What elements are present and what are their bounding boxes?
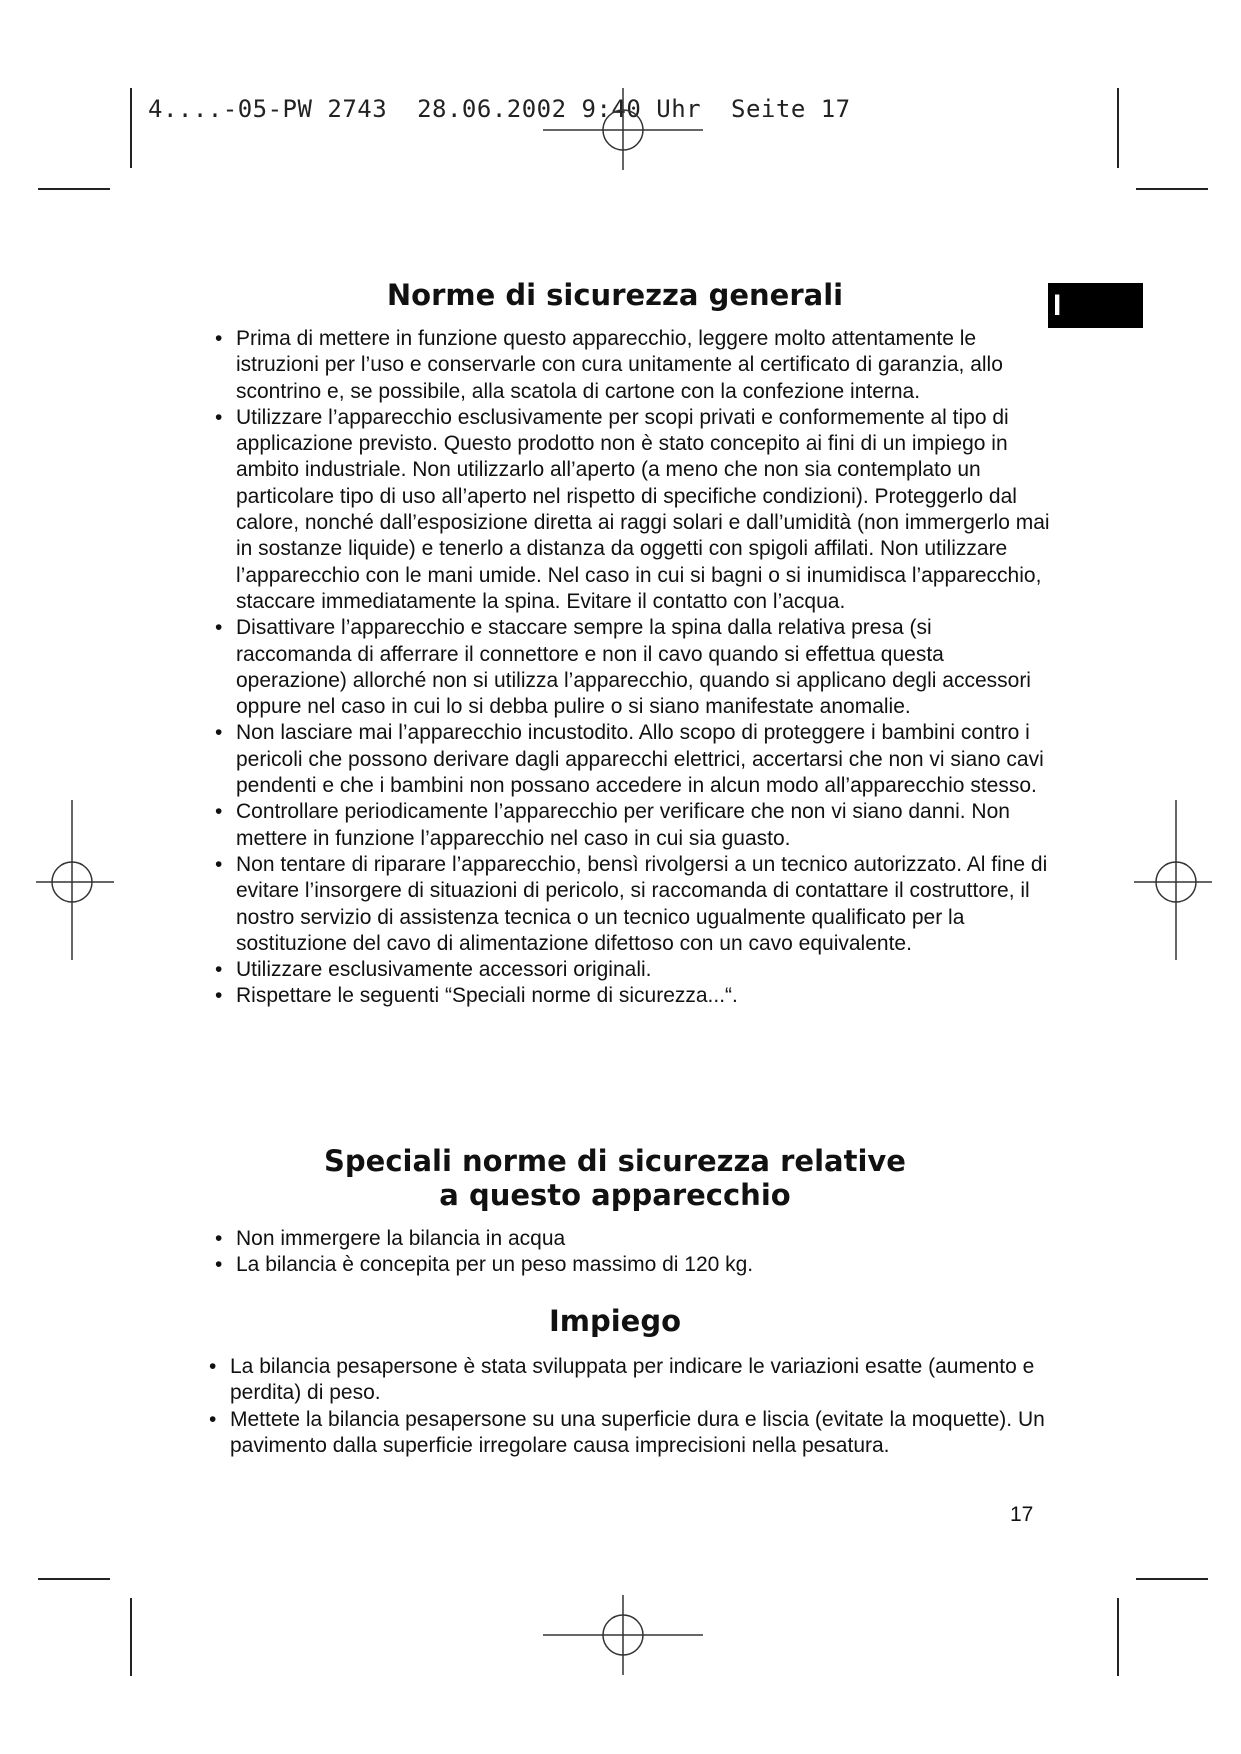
heading-line: a questo apparecchio bbox=[439, 1178, 791, 1212]
list-item: • La bilancia pesapersone è stata sviluppata per indicare le variazioni esatte (aumento e perdita) di peso. bbox=[193, 1354, 1053, 1407]
crop-mark bbox=[38, 188, 110, 190]
registration-mark-icon bbox=[543, 88, 703, 170]
crop-mark bbox=[130, 88, 132, 168]
usage-list bbox=[193, 1354, 1053, 1459]
list-item: • Prima di mettere in funzione questo apparecchio, leggere molto attentamente le istruzioni per l’uso e conservarle con cura unitamente al certificato di garanzia, allo scontrino e, se possibile, alla scatola di cartone con la confezione interna. bbox=[193, 326, 1053, 405]
special-safety-list bbox=[193, 1226, 1053, 1279]
list-item: • Mettete la bilancia pesapersone su una superficie dura e liscia (evitate la moquette). Un pavimento dalla superficie irregolare causa imprecisioni nella pesatura. bbox=[193, 1407, 1053, 1460]
list-item: • Non lasciare mai l’apparecchio incustodito. Allo scopo di proteggere i bambini contro i pericoli che possono derivare dagli apparecchi elettrici, accertarsi che non vi siano cavi pendenti e che i bambini non possano accedere in alcun modo all’apparecchio stesso. bbox=[193, 720, 1053, 799]
language-tab: I bbox=[1048, 283, 1143, 328]
page-number: 17 bbox=[1010, 1503, 1034, 1526]
crop-mark bbox=[1117, 88, 1119, 168]
list-item: • La bilancia è concepita per un peso massimo di 120 kg. bbox=[193, 1252, 1053, 1278]
list-item: • Rispettare le seguenti “Speciali norme di sicurezza...“. bbox=[193, 983, 1053, 1009]
general-safety-list bbox=[193, 326, 1053, 1010]
crop-mark bbox=[38, 1578, 110, 1580]
list-item: • Utilizzare esclusivamente accessori originali. bbox=[193, 957, 1053, 983]
section-heading-usage: Impiego bbox=[548, 1304, 682, 1338]
registration-mark-icon bbox=[1134, 800, 1212, 960]
crop-mark bbox=[1117, 1598, 1119, 1676]
list-item: • Utilizzare l’apparecchio esclusivamente per scopi privati e conformemente al tipo di applicazione previsto. Questo prodotto non è stato concepito ai fini di un impiego in ambito industriale. Non utilizzarlo all’aperto (a meno che non sia contemplato un particolare tipo di uso all’aperto nel rispetto di specifiche condizioni). Proteggerlo dal calore, nonché dall’esposizione diretta ai raggi solari e dall’umidità (non immergerlo mai in sostanze liquide) e tenerlo a distanza da oggetti con spigoli affilati. Non utilizzare l’apparecchio con le mani umide. Nel caso in cui si bagni o si inumidisca l’apparecchio, staccare immediatamente la spina. Evitare il contatto con l’acqua. bbox=[193, 405, 1053, 615]
list-item: • Controllare periodicamente l’apparecchio per verificare che non vi siano danni. Non mettere in funzione l’apparecchio nel caso in cui sia guasto. bbox=[193, 799, 1053, 852]
crop-mark bbox=[130, 1598, 132, 1676]
registration-mark-icon bbox=[36, 800, 114, 960]
printer-slug: 4....-05-PW 2743 28.06.2002 9:40 Uhr Seite 17 bbox=[148, 95, 851, 123]
heading-line: Speciali norme di sicurezza relative bbox=[324, 1144, 906, 1178]
section-heading-special-safety bbox=[190, 1144, 1040, 1212]
registration-mark-icon bbox=[543, 1595, 703, 1675]
section-heading-general-safety: Norme di sicurezza generali bbox=[386, 278, 844, 312]
list-item: • Disattivare l’apparecchio e staccare sempre la spina dalla relativa presa (si raccomanda di afferrare il connettore e non il cavo quando si effettua questa operazione) allorché non si utilizza l’apparecchio, quando si applicano degli accessori oppure nel caso in cui lo si debba pulire o si siano manifestate anomalie. bbox=[193, 615, 1053, 720]
list-item: • Non immergere la bilancia in acqua bbox=[193, 1226, 1053, 1252]
crop-mark bbox=[1136, 188, 1208, 190]
crop-mark bbox=[1136, 1578, 1208, 1580]
list-item: • Non tentare di riparare l’apparecchio, bensì rivolgersi a un tecnico autorizzato. Al fine di evitare l’insorgere di situazioni di pericolo, si raccomanda di contattare il costruttore, il nostro servizio di assistenza tecnica o un tecnico ugualmente qualificato per la sostituzione del cavo di alimentazione difettoso con un cavo equivalente. bbox=[193, 852, 1053, 957]
